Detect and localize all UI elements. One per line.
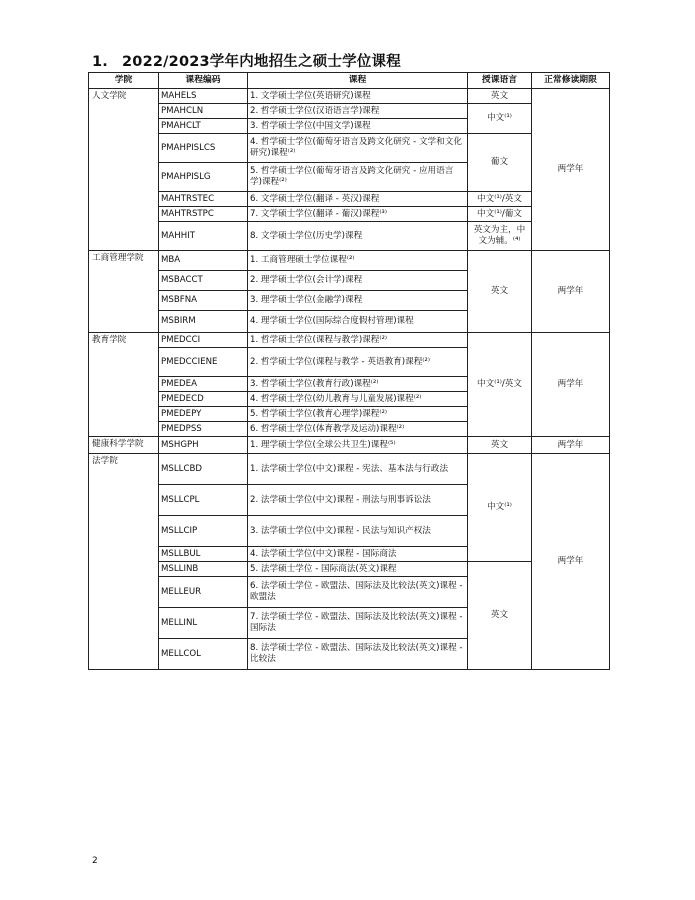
table-row xyxy=(89,133,610,162)
teaching-language: 葡文 xyxy=(468,133,532,191)
table-row xyxy=(89,191,610,206)
table-header-row xyxy=(89,73,610,89)
col-header-code: 课程编码 xyxy=(159,73,248,89)
program-name: 1. 文学硕士学位(英语研究)课程 xyxy=(248,88,468,103)
program-code: PMEDEPY xyxy=(159,406,248,421)
program-name: 5. 哲学硕士学位(葡萄牙语言及跨文化研究 - 应用语言学)课程⁽²⁾ xyxy=(248,162,468,191)
program-code: PMEDEA xyxy=(159,376,248,391)
programs-table xyxy=(88,72,610,670)
page-number: 2 xyxy=(92,856,98,866)
teaching-language: 英文为主，中文为辅。⁽⁴⁾ xyxy=(468,221,532,250)
program-name: 6. 法学硕士学位 - 欧盟法、国际法及比较法(英文)课程 - 欧盟法 xyxy=(248,576,468,607)
program-name: 4. 法学硕士学位(中文)课程 - 国际商法 xyxy=(248,546,468,561)
col-header-school: 学院 xyxy=(89,73,159,89)
program-name: 5. 哲学硕士学位(教育心理学)课程⁽²⁾ xyxy=(248,406,468,421)
table-row xyxy=(89,221,610,250)
teaching-language: 中文⁽¹⁾/英文 xyxy=(468,191,532,206)
program-code: PMAHCLN xyxy=(159,103,248,118)
program-name: 3. 理学硕士学位(金融学)课程 xyxy=(248,290,468,310)
table-row xyxy=(89,436,610,453)
school-name: 人文学院 xyxy=(89,88,159,250)
school-name: 教育学院 xyxy=(89,332,159,436)
program-code: MAHHIT xyxy=(159,221,248,250)
program-name: 8. 法学硕士学位 - 欧盟法、国际法及比较法(英文)课程 - 比较法 xyxy=(248,638,468,669)
program-code: PMAHPISLCS xyxy=(159,133,248,162)
program-code: PMAHCLT xyxy=(159,118,248,133)
program-code: MSBACCT xyxy=(159,270,248,290)
program-code: MBA xyxy=(159,250,248,270)
program-code: MSLLCIP xyxy=(159,515,248,546)
program-code: MSLLINB xyxy=(159,561,248,576)
table-row xyxy=(89,103,610,118)
teaching-language: 英文 xyxy=(468,250,532,332)
program-name: 2. 哲学硕士学位(课程与教学 - 英语教育)课程⁽²⁾ xyxy=(248,347,468,376)
program-name: 3. 哲学硕士学位(中国文学)课程 xyxy=(248,118,468,133)
program-code: PMEDPSS xyxy=(159,421,248,436)
program-name: 6. 文学硕士学位(翻译 - 英汉)课程 xyxy=(248,191,468,206)
program-code: MSBFNA xyxy=(159,290,248,310)
program-code: MAHELS xyxy=(159,88,248,103)
program-name: 8. 文学硕士学位(历史学)课程 xyxy=(248,221,468,250)
program-code: MSLLBUL xyxy=(159,546,248,561)
table-row xyxy=(89,250,610,270)
program-name: 1. 哲学硕士学位(课程与教学)课程⁽²⁾ xyxy=(248,332,468,347)
program-code: MELLEUR xyxy=(159,576,248,607)
study-duration: 两学年 xyxy=(532,332,610,436)
section-number: 1. xyxy=(92,54,108,70)
study-duration: 两学年 xyxy=(532,436,610,453)
program-code: MELLCOL xyxy=(159,638,248,669)
table-row xyxy=(89,561,610,576)
program-code: MELLINL xyxy=(159,607,248,638)
school-name: 法学院 xyxy=(89,453,159,669)
section-title: 2022/2023学年内地招生之硕士学位课程 xyxy=(122,54,401,70)
col-header-language: 授课语言 xyxy=(468,73,532,89)
program-code: MSBIRM xyxy=(159,310,248,332)
section-heading xyxy=(92,50,401,71)
school-name: 工商管理学院 xyxy=(89,250,159,332)
program-name: 2. 哲学硕士学位(汉语语言学)课程 xyxy=(248,103,468,118)
teaching-language: 英文 xyxy=(468,436,532,453)
program-name: 4. 理学硕士学位(国际综合度假村管理)课程 xyxy=(248,310,468,332)
program-code: MAHTRSTPC xyxy=(159,206,248,221)
program-name: 3. 法学硕士学位(中文)课程 - 民法与知识产权法 xyxy=(248,515,468,546)
program-name: 7. 文学硕士学位(翻译 - 葡汉)课程⁽³⁾ xyxy=(248,206,468,221)
program-code: MSHGPH xyxy=(159,436,248,453)
program-code: PMEDCCIENE xyxy=(159,347,248,376)
program-code: MAHTRSTEC xyxy=(159,191,248,206)
table-row xyxy=(89,206,610,221)
study-duration: 两学年 xyxy=(532,453,610,669)
program-name: 3. 哲学硕士学位(教育行政)课程⁽²⁾ xyxy=(248,376,468,391)
program-name: 1. 工商管理硕士学位课程⁽²⁾ xyxy=(248,250,468,270)
program-code: PMEDCCI xyxy=(159,332,248,347)
program-name: 5. 法学硕士学位 - 国际商法(英文)课程 xyxy=(248,561,468,576)
teaching-language: 英文 xyxy=(468,88,532,103)
program-code: PMEDECD xyxy=(159,391,248,406)
program-name: 1. 理学硕士学位(全球公共卫生)课程⁽⁵⁾ xyxy=(248,436,468,453)
teaching-language: 中文⁽¹⁾ xyxy=(468,453,532,561)
program-name: 6. 哲学硕士学位(体育教学及运动)课程⁽²⁾ xyxy=(248,421,468,436)
program-name: 4. 哲学硕士学位(幼儿教育与儿童发展)课程⁽²⁾ xyxy=(248,391,468,406)
table-row xyxy=(89,332,610,347)
teaching-language: 英文 xyxy=(468,561,532,669)
col-header-duration: 正常修读期限 xyxy=(532,73,610,89)
program-name: 2. 法学硕士学位(中文)课程 - 刑法与刑事诉讼法 xyxy=(248,484,468,515)
program-name: 7. 法学硕士学位 - 欧盟法、国际法及比较法(英文)课程 - 国际法 xyxy=(248,607,468,638)
program-name: 2. 理学硕士学位(会计学)课程 xyxy=(248,270,468,290)
program-name: 1. 法学硕士学位(中文)课程 - 宪法、基本法与行政法 xyxy=(248,453,468,484)
study-duration: 两学年 xyxy=(532,250,610,332)
table-row xyxy=(89,88,610,103)
school-name: 健康科学学院 xyxy=(89,436,159,453)
teaching-language: 中文⁽¹⁾ xyxy=(468,103,532,133)
teaching-language: 中文⁽¹⁾/英文 xyxy=(468,332,532,436)
program-code: PMAHPISLG xyxy=(159,162,248,191)
teaching-language: 中文⁽¹⁾/葡文 xyxy=(468,206,532,221)
table-row xyxy=(89,453,610,484)
study-duration: 两学年 xyxy=(532,88,610,250)
col-header-program: 课程 xyxy=(248,73,468,89)
program-code: MSLLCPL xyxy=(159,484,248,515)
program-code: MSLLCBD xyxy=(159,453,248,484)
program-name: 4. 哲学硕士学位(葡萄牙语言及跨文化研究 - 文学和文化研究)课程⁽²⁾ xyxy=(248,133,468,162)
